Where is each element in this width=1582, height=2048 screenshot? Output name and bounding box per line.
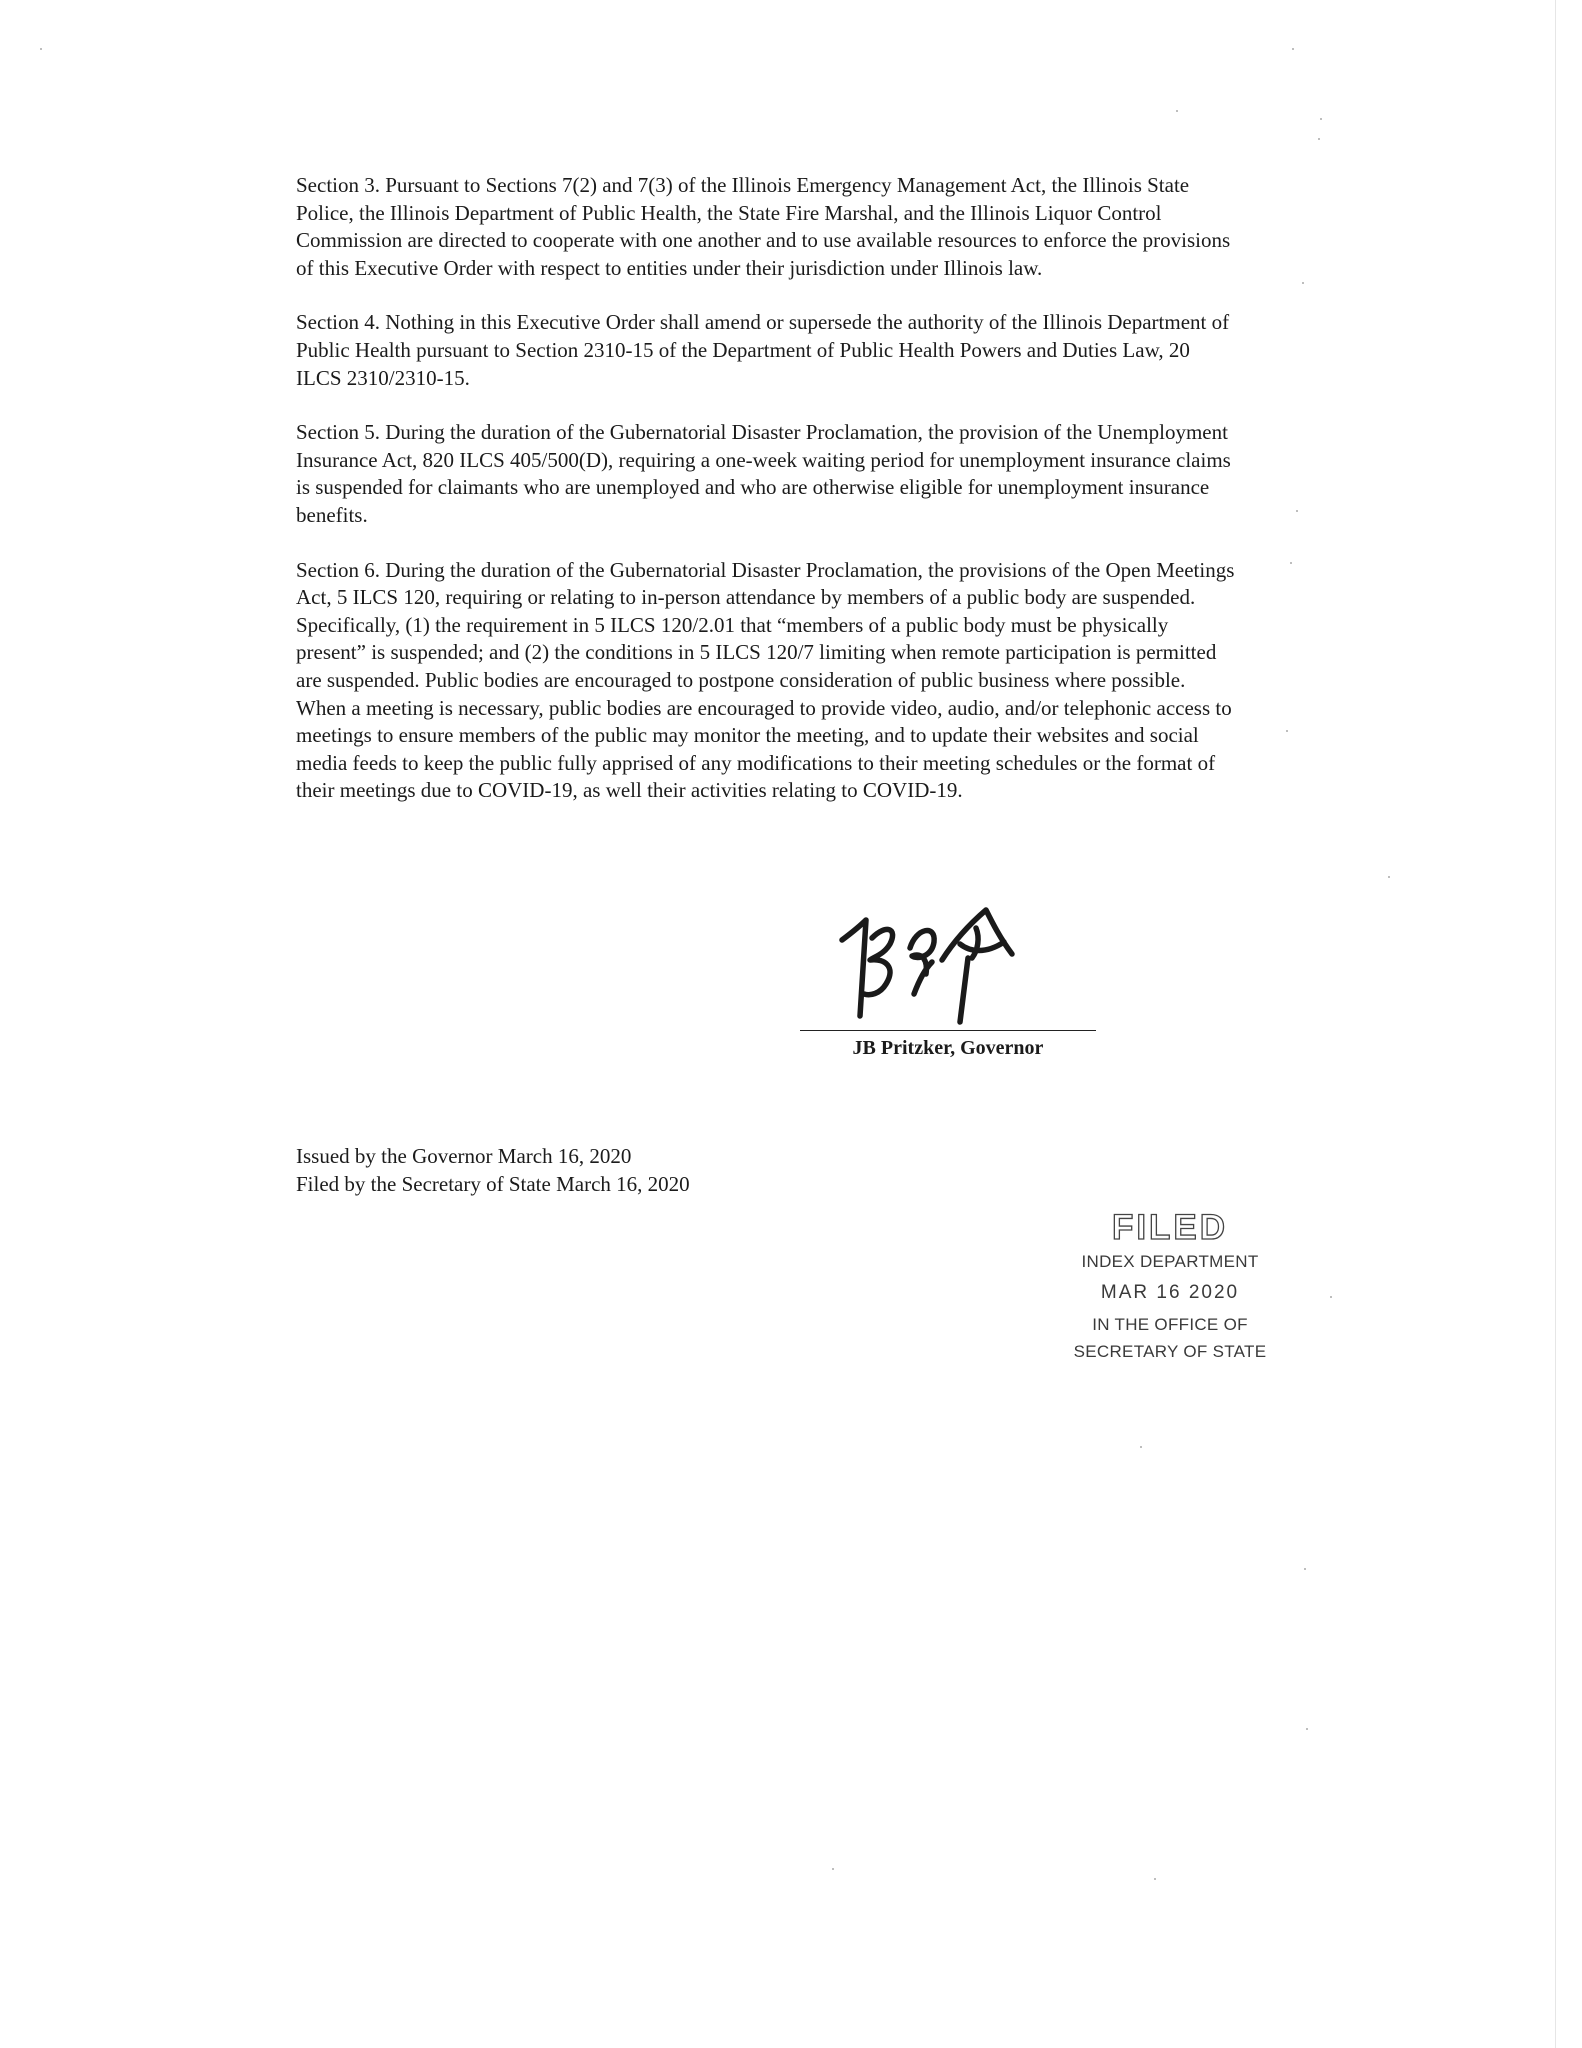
scan-speck [1296, 510, 1298, 512]
scan-speck [1318, 138, 1320, 140]
scan-speck [1286, 730, 1288, 732]
scan-speck [40, 48, 42, 50]
scan-speck [1304, 1568, 1306, 1570]
scan-speck [1306, 1728, 1308, 1730]
stamp-office-line-1: IN THE OFFICE OF [1092, 1315, 1248, 1334]
scan-speck [1320, 118, 1322, 120]
scan-speck [1330, 1296, 1332, 1298]
issuance-block [296, 1143, 690, 1198]
stamp-date: MAR 16 2020 [1100, 1282, 1240, 1303]
scan-speck [1154, 1878, 1156, 1880]
signature-line [800, 1030, 1096, 1031]
section-6-paragraph: Section 6. During the duration of the Gubernatorial Disaster Proclamation, the provisions of the Open Meetings Act, 5 ILCS 120, requiring or relating to in-person attendance by members of a public body are suspended. Specifically, (1) the requirement in 5 ILCS 120/2.01 that “members of a public body must be physically present” is suspended; and (2) the conditions in 5 ILCS 120/7 limiting when remote participation is permitted are suspended. Public bodies are encouraged to postpone consideration of public business where possible. When a meeting is necessary, public bodies are encouraged to provide video, audio, and/or telephonic access to meetings to ensure members of the public may monitor the meeting, and to update their websites and social media feeds to keep the public fully apprised of any modifications to their meeting schedules or the format of their meetings due to COVID-19, as well their activities relating to COVID-19. [296, 557, 1235, 803]
scan-speck [1290, 562, 1292, 564]
scan-speck [1302, 282, 1304, 284]
stamp-office-line-2: SECRETARY OF STATE [1073, 1342, 1267, 1361]
governor-signature [836, 898, 1036, 1028]
issued-line: Issued by the Governor March 16, 2020 [296, 1144, 632, 1168]
scan-edge [1555, 0, 1556, 2048]
section-3-paragraph: Section 3. Pursuant to Sections 7(2) and 7(3) of the Illinois Emergency Management Act, the Illinois State Police, the Illinois Department of Public Health, the State Fire Marshal, and the Illinois Liquor Control Commission are directed to cooperate with one another and to use available resources to enforce the provisions of this Executive Order with respect to entities under their jurisdiction under Illinois law. [296, 173, 1231, 280]
stamp-department: INDEX DEPARTMENT [1081, 1252, 1259, 1271]
signatory-name: JB Pritzker, Governor [852, 1037, 1044, 1059]
executive-order-body [296, 172, 1236, 832]
section-4-paragraph: Section 4. Nothing in this Executive Order shall amend or supersede the authority of the Illinois Department of Public Health pursuant to Section 2310-15 of the Department of Public Health Powers and Duties Law, 20 ILCS 2310/2310-15. [296, 310, 1230, 390]
filed-stamp [1040, 1208, 1300, 1365]
scan-speck [832, 1868, 834, 1870]
scan-speck [1292, 48, 1294, 50]
stamp-filed-text: FILED [1111, 1208, 1229, 1247]
filed-line: Filed by the Secretary of State March 16, 2020 [296, 1171, 690, 1196]
scan-speck [1140, 1446, 1142, 1448]
scan-speck [1388, 876, 1390, 878]
section-5-paragraph: Section 5. During the duration of the Gubernatorial Disaster Proclamation, the provision of the Unemployment Insurance Act, 820 ILCS 405/500(D), requiring a one-week waiting period for unemployment insurance claims is suspended for claimants who are unemployed and who are otherwise eligible for unemployment insurance benefits. [296, 420, 1231, 527]
scan-speck [1176, 110, 1178, 112]
